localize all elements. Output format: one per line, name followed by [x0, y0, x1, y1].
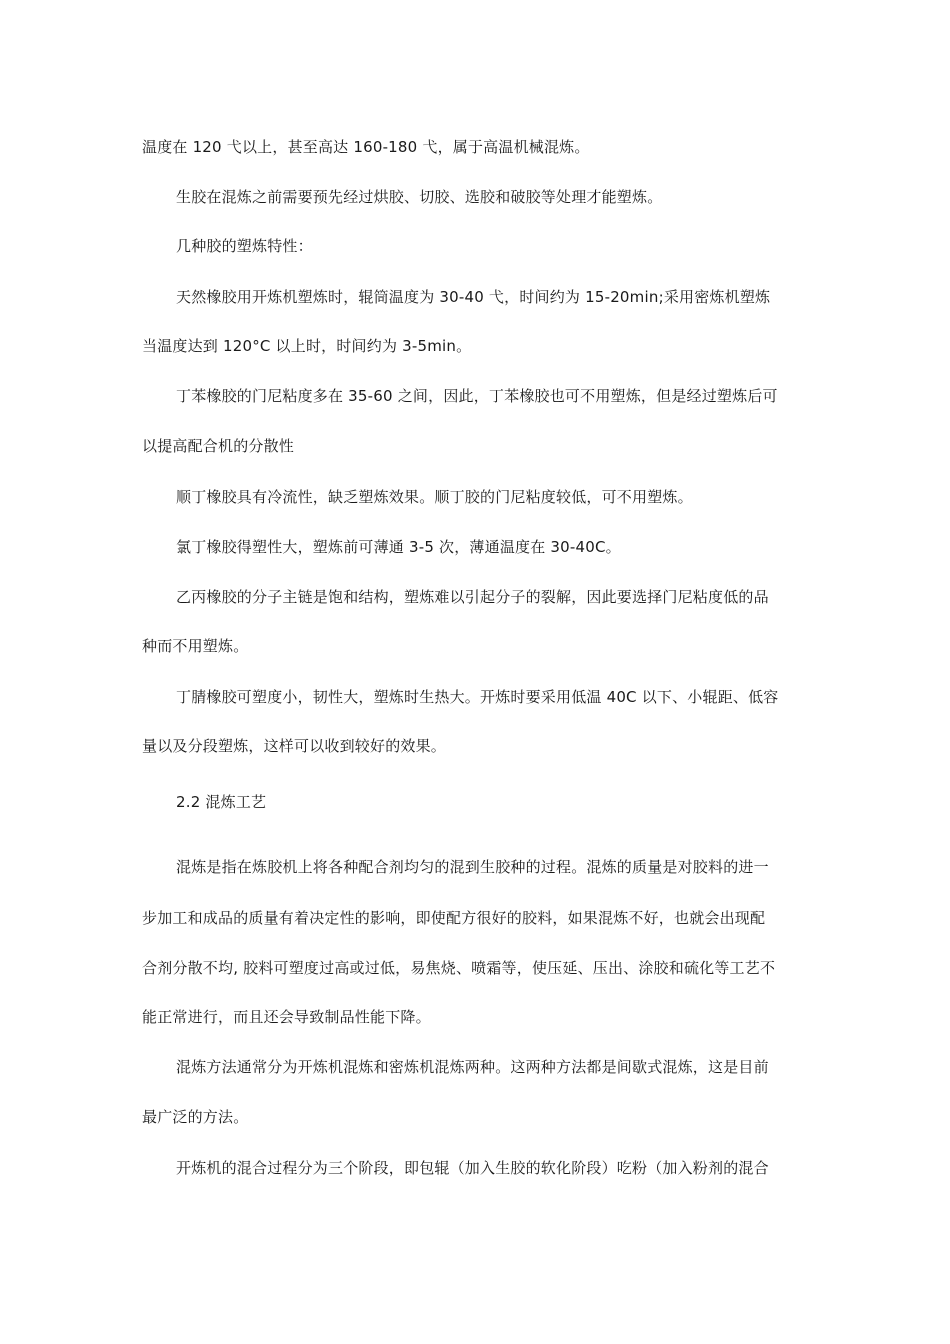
text-line: 以提高配合机的分散性	[142, 437, 295, 455]
text-line: 丁腈橡胶可塑度小，韧性大，塑炼时生热大。开炼时要采用低温 40C 以下、小辊距、低容	[176, 688, 779, 706]
text-line: 顺丁橡胶具有冷流性，缺乏塑炼效果。顺丁胶的门尼粘度较低，可不用塑炼。	[176, 488, 693, 506]
text-line: 温度在 120 弋以上，甚至高达 160-180 弋，属于高温机械混炼。	[142, 138, 590, 156]
text-line: 合剂分散不均, 胶料可塑度过高或过低，易焦烧、喷霜等，使压延、压出、涂胶和硫化等工艺不	[142, 959, 776, 977]
text-line: 天然橡胶用开炼机塑炼时，辊筒温度为 30-40 弋，时间约为 15-20min;采用密炼机塑炼	[176, 288, 771, 306]
text-line: 氯丁橡胶得塑性大，塑炼前可薄通 3-5 次，薄通温度在 30-40C。	[176, 538, 621, 556]
text-line: 步加工和成品的质量有着决定性的影响，即使配方很好的胶料，如果混炼不好，也就会出现配	[142, 909, 766, 927]
text-line: 量以及分段塑炼，这样可以收到较好的效果。	[142, 737, 447, 755]
text-line: 丁苯橡胶的门尼粘度多在 35-60 之间，因此，丁苯橡胶也可不用塑炼，但是经过塑炼后可	[176, 387, 778, 405]
text-line: 乙丙橡胶的分子主链是饱和结构，塑炼难以引起分子的裂解，因此要选择门尼粘度低的品	[176, 588, 769, 606]
text-line: 混炼方法通常分为开炼机混炼和密炼机混炼两种。这两种方法都是间歇式混炼，这是目前	[176, 1058, 769, 1076]
text-line: 最广泛的方法。	[142, 1108, 249, 1126]
text-line: 混炼是指在炼胶机上将各种配合剂均匀的混到生胶种的过程。混炼的质量是对胶料的进一	[176, 858, 769, 876]
section-heading: 2.2 混炼工艺	[176, 793, 267, 811]
text-line: 种而不用塑炼。	[142, 637, 249, 655]
text-line: 生胶在混炼之前需要预先经过烘胶、切胶、选胶和破胶等处理才能塑炼。	[176, 188, 663, 206]
text-line: 开炼机的混合过程分为三个阶段，即包辊（加入生胶的软化阶段）吃粉（加入粉剂的混合	[176, 1159, 769, 1177]
text-line: 当温度达到 120°C 以上时，时间约为 3-5min。	[142, 337, 472, 355]
text-line: 能正常进行，而且还会导致制品性能下降。	[142, 1008, 431, 1026]
text-line: 几种胶的塑炼特性：	[176, 237, 313, 255]
